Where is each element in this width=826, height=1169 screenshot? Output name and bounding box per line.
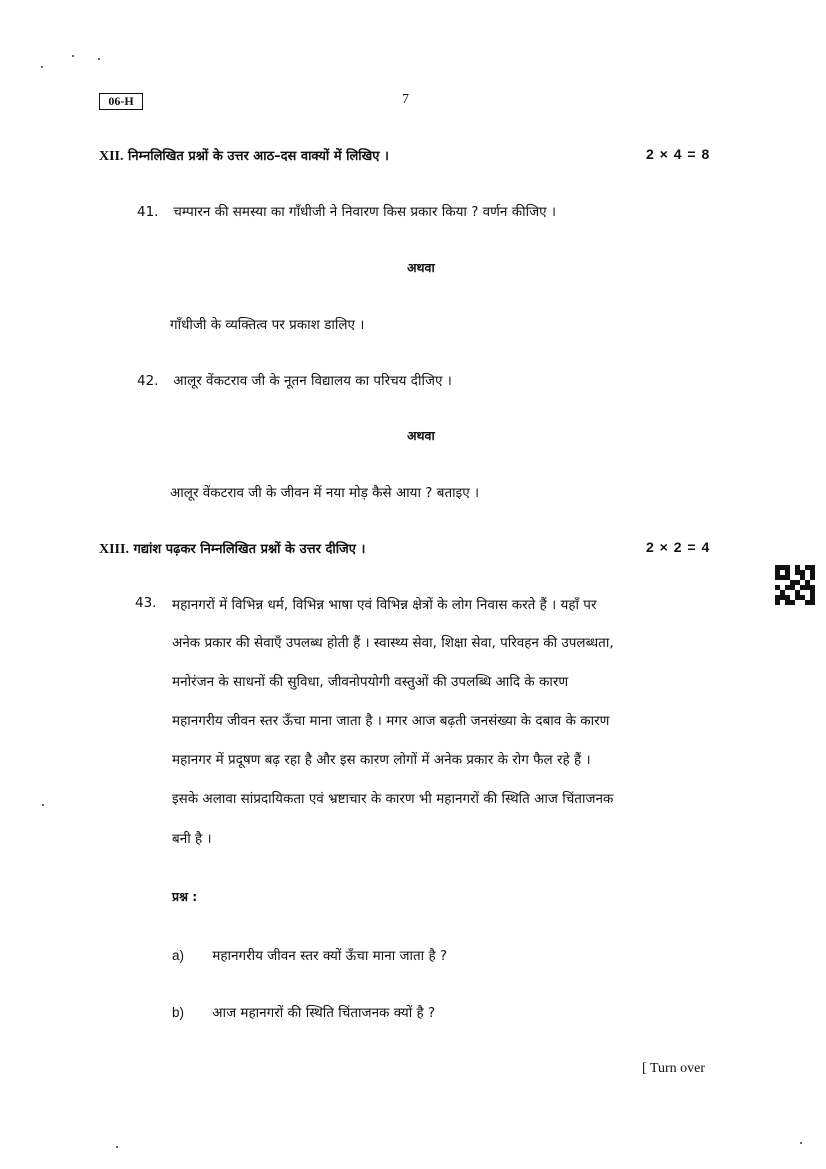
section-xiii-instruction: गद्यांश पढ़कर निम्नलिखित प्रश्नों के उत्तर दीजिए ।: [133, 542, 366, 557]
passage-line: महानगरों में विभिन्न धर्म, विभिन्न भाषा एवं विभिन्न क्षेत्रों के लोग निवास करते हैं । यहाँ पर: [172, 597, 597, 613]
passage-line: बनी है ।: [172, 831, 212, 847]
sub-question-text: आज महानगरों की स्थिति चिंताजनक क्यों है ?: [212, 1005, 436, 1021]
paper-code: 06-H: [99, 93, 143, 110]
section-xii-label: XII.: [99, 149, 124, 164]
section-xiii-marks: 2 × 2 = 4: [646, 539, 711, 555]
passage-line: इसके अलावा सांप्रदायिकता एवं भ्रष्टाचार के कारण भी महानगरों की स्थिति आज चिंताजनक: [172, 791, 614, 807]
sub-question-b: [172, 1003, 435, 1021]
alternate-question-41: गाँधीजी के व्यक्तित्व पर प्रकाश डालिए ।: [170, 317, 365, 333]
sub-question-a: [172, 946, 447, 964]
sub-question-label: b): [172, 1005, 185, 1020]
question-number: 41.: [137, 204, 159, 220]
passage-line: मनोरंजन के साधनों की सुविधा, जीवनोपयोगी वस्तुओं की उपलब्धि आदि के कारण: [172, 674, 569, 690]
section-xiii-heading: [99, 539, 365, 558]
scan-speck: [800, 1142, 802, 1144]
passage-line: अनेक प्रकार की सेवाएँ उपलब्ध होती हैं । स्वास्थ्य सेवा, शिक्षा सेवा, परिवहन की उपलब्धता,: [172, 635, 614, 651]
question-42: [137, 371, 452, 389]
scan-speck: [72, 55, 74, 57]
question-number: 43.: [135, 595, 157, 611]
scan-speck: [116, 1146, 118, 1148]
section-xii-instruction: निम्नलिखित प्रश्नों के उत्तर आठ–दस वाक्यों में लिखिए ।: [128, 149, 389, 164]
turn-over-note: [ Turn over: [642, 1061, 706, 1076]
question-text: आलूर वेंकटराव जी के नूतन विद्यालय का परिचय दीजिए ।: [173, 373, 452, 389]
sub-question-label: a): [172, 948, 185, 963]
passage-line: महानगरीय जीवन स्तर ऊँचा माना जाता है । मगर आज बढ़ती जनसंख्या के दबाव के कारण: [172, 713, 610, 729]
section-xiii-label: XIII.: [99, 542, 129, 557]
or-label: अथवा: [407, 428, 435, 443]
scan-speck: [42, 804, 44, 806]
question-41: [137, 202, 556, 220]
scan-speck: [98, 58, 100, 60]
qr-code-image: [775, 565, 815, 605]
question-text: चम्पारन की समस्या का गाँधीजी ने निवारण किस प्रकार किया ? वर्णन कीजिए ।: [173, 204, 556, 220]
passage-line: महानगर में प्रदूषण बढ़ रहा है और इस कारण लोगों में अनेक प्रकार के रोग फैल रहे हैं ।: [172, 752, 591, 768]
page-number: 7: [402, 92, 409, 107]
or-label: अथवा: [407, 260, 435, 275]
question-number: 42.: [137, 373, 159, 389]
scan-speck: [41, 66, 43, 68]
alternate-question-42: आलूर वेंकटराव जी के जीवन में नया मोड़ कैसे आया ? बताइए ।: [170, 485, 480, 501]
prashn-label: प्रश्न :: [172, 889, 198, 904]
section-xii-marks: 2 × 4 = 8: [646, 146, 711, 162]
section-xii-heading: [99, 146, 389, 165]
sub-question-text: महानगरीय जीवन स्तर क्यों ऊँचा माना जाता है ?: [212, 948, 448, 964]
